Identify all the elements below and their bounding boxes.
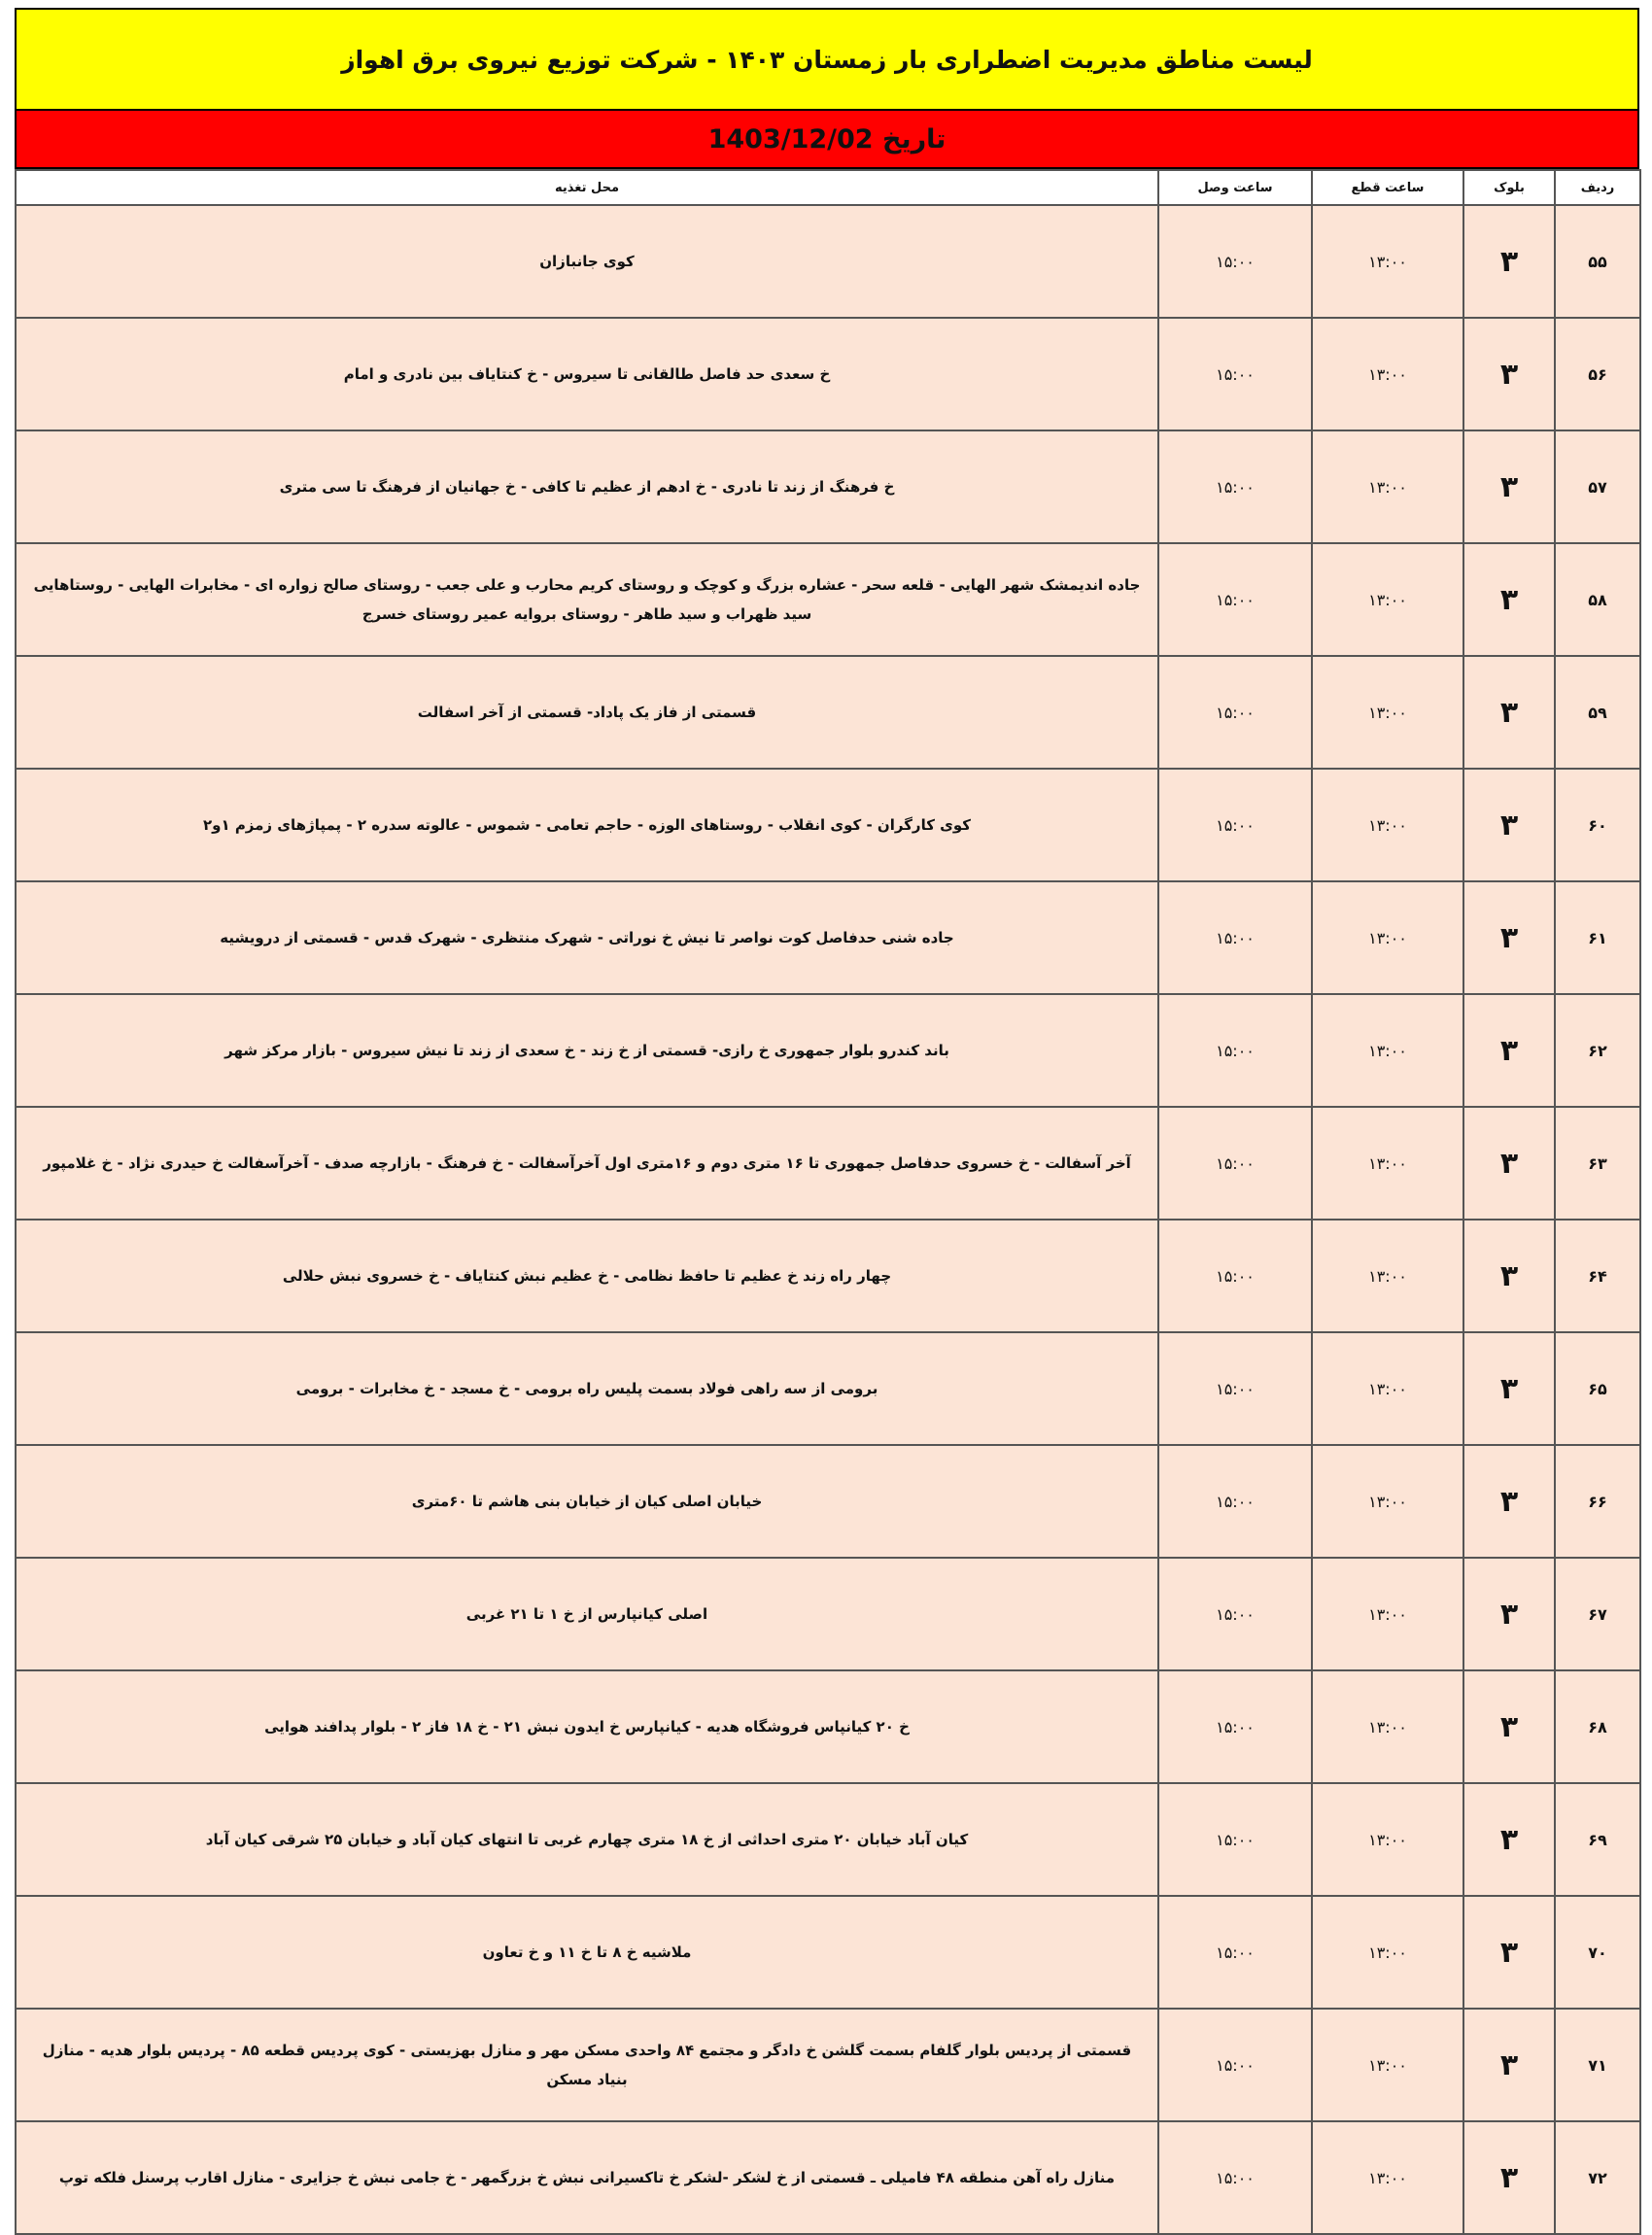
block-cell: ۳ <box>1463 318 1555 430</box>
cut-time-cell: ۱۳:۰۰ <box>1312 1783 1463 1896</box>
cut-time-cell: ۱۳:۰۰ <box>1312 1332 1463 1445</box>
row-number-cell: ۶۷ <box>1555 1558 1640 1670</box>
block-cell: ۳ <box>1463 1332 1555 1445</box>
cut-time-cell: ۱۳:۰۰ <box>1312 994 1463 1107</box>
connect-time-cell: ۱۵:۰۰ <box>1158 1783 1312 1896</box>
connect-time-cell: ۱۵:۰۰ <box>1158 994 1312 1107</box>
table-row <box>16 543 1640 656</box>
block-cell: ۳ <box>1463 656 1555 769</box>
table-row <box>16 1332 1640 1445</box>
block-cell: ۳ <box>1463 543 1555 656</box>
table-row <box>16 2009 1640 2121</box>
row-number-cell: ۵۷ <box>1555 430 1640 543</box>
cut-time-cell: ۱۳:۰۰ <box>1312 430 1463 543</box>
row-number-cell: ۶۳ <box>1555 1107 1640 1220</box>
location-cell: آخر آسفالت - خ خسروی حدفاصل جمهوری تا ۱۶ متری دوم و ۱۶متری اول آخرآسفالت - خ فرهنگ - بازارچه صدف - آخرآسفالت خ حیدری نژاد - خ غلامپور <box>16 1107 1158 1220</box>
row-number-cell: ۶۴ <box>1555 1220 1640 1332</box>
block-cell: ۳ <box>1463 430 1555 543</box>
connect-time-cell: ۱۵:۰۰ <box>1158 769 1312 881</box>
row-number-cell: ۵۵ <box>1555 205 1640 318</box>
block-cell: ۳ <box>1463 881 1555 994</box>
location-cell: جاده اندیمشک شهر الهایی - قلعه سحر - عشاره بزرگ و کوچک و روستای کریم محارب و علی جعب - روستای صالح زواره ای - مخابرات الهایی - روستاهایی سید ظهراب و سید طاهر - روستای بروایه عمیر روستای خسرج <box>16 543 1158 656</box>
cut-time-cell: ۱۳:۰۰ <box>1312 1558 1463 1670</box>
location-cell: اصلی کیانپارس از خ ۱ تا ۲۱ غربی <box>16 1558 1158 1670</box>
location-cell: قسمتی از پردیس بلوار گلفام بسمت گلشن خ دادگر و مجتمع ۸۴ واحدی مسکن مهر و منازل بهزیستی - کوی پردیس قطعه ۸۵ - پردیس بلوار هدیه - منازل بنیاد مسکن <box>16 2009 1158 2121</box>
location-cell: خیابان اصلی کیان از خیابان بنی هاشم تا ۶۰متری <box>16 1445 1158 1558</box>
cut-time-cell: ۱۳:۰۰ <box>1312 1220 1463 1332</box>
cut-time-cell: ۱۳:۰۰ <box>1312 543 1463 656</box>
block-cell: ۳ <box>1463 2009 1555 2121</box>
connect-time-cell: ۱۵:۰۰ <box>1158 881 1312 994</box>
table-row <box>16 318 1640 430</box>
row-number-cell: ۵۹ <box>1555 656 1640 769</box>
connect-time-cell: ۱۵:۰۰ <box>1158 656 1312 769</box>
row-number-cell: ۶۱ <box>1555 881 1640 994</box>
location-cell: کوی کارگران - کوی انقلاب - روستاهای الوزه - حاجم تعامی - شموس - عالوته سدره ۲ - پمپاژهای زمزم ۱و۲ <box>16 769 1158 881</box>
row-number-cell: ۶۲ <box>1555 994 1640 1107</box>
block-cell: ۳ <box>1463 769 1555 881</box>
location-cell: قسمتی از فاز یک پاداد- قسمتی از آخر اسفالت <box>16 656 1158 769</box>
connect-time-cell: ۱۵:۰۰ <box>1158 1896 1312 2009</box>
table-row <box>16 1220 1640 1332</box>
location-cell: باند کندرو بلوار جمهوری خ رازی- قسمتی از خ زند - خ سعدی از زند تا نیش سیروس - بازار مرکز شهر <box>16 994 1158 1107</box>
table-row <box>16 769 1640 881</box>
cut-time-cell: ۱۳:۰۰ <box>1312 1445 1463 1558</box>
table-header-row <box>16 170 1640 205</box>
table-row <box>16 994 1640 1107</box>
block-cell: ۳ <box>1463 1783 1555 1896</box>
table-row <box>16 1558 1640 1670</box>
location-cell: منازل راه آهن منطقه ۴۸ فامیلی ـ قسمتی از خ لشکر -لشکر خ تاکسیرانی نبش خ بزرگمهر - خ جامی نبش خ جزایری - منازل اقارب پرسنل فلکه توپ <box>16 2121 1158 2234</box>
location-cell: کیان آباد خیابان ۲۰ متری احداثی از خ ۱۸ متری چهارم غربی تا انتهای کیان آباد و خیابان ۲۵ شرقی کیان آباد <box>16 1783 1158 1896</box>
location-cell: خ ۲۰ کیانپاس فروشگاه هدیه - کیانپارس خ ایدون نبش ۲۱ - خ ۱۸ فاز ۲ - بلوار پدافند هوایی <box>16 1670 1158 1783</box>
connect-time-cell: ۱۵:۰۰ <box>1158 430 1312 543</box>
table-row <box>16 1783 1640 1896</box>
connect-time-cell: ۱۵:۰۰ <box>1158 1670 1312 1783</box>
cut-time-cell: ۱۳:۰۰ <box>1312 1670 1463 1783</box>
row-number-cell: ۶۶ <box>1555 1445 1640 1558</box>
column-header-cut-time: ساعت قطع <box>1312 170 1463 205</box>
table-row <box>16 430 1640 543</box>
location-cell: چهار راه زند خ عظیم تا حافظ نظامی - خ عظیم نبش کنتایاف - خ خسروی نبش حلالی <box>16 1220 1158 1332</box>
connect-time-cell: ۱۵:۰۰ <box>1158 1558 1312 1670</box>
connect-time-cell: ۱۵:۰۰ <box>1158 318 1312 430</box>
table-body <box>16 205 1640 2234</box>
column-header-row-number: ردیف <box>1555 170 1640 205</box>
connect-time-cell: ۱۵:۰۰ <box>1158 205 1312 318</box>
block-cell: ۳ <box>1463 1896 1555 2009</box>
cut-time-cell: ۱۳:۰۰ <box>1312 205 1463 318</box>
location-cell: خ فرهنگ از زند تا نادری - خ ادهم از عظیم تا کافی - خ جهانیان از فرهنگ تا سی متری <box>16 430 1158 543</box>
block-cell: ۳ <box>1463 205 1555 318</box>
row-number-cell: ۶۵ <box>1555 1332 1640 1445</box>
table-row <box>16 1107 1640 1220</box>
cut-time-cell: ۱۳:۰۰ <box>1312 656 1463 769</box>
cut-time-cell: ۱۳:۰۰ <box>1312 318 1463 430</box>
location-cell: ملاشیه خ ۸ تا خ ۱۱ و خ تعاون <box>16 1896 1158 2009</box>
connect-time-cell: ۱۵:۰۰ <box>1158 1445 1312 1558</box>
connect-time-cell: ۱۵:۰۰ <box>1158 543 1312 656</box>
block-cell: ۳ <box>1463 994 1555 1107</box>
block-cell: ۳ <box>1463 1670 1555 1783</box>
cut-time-cell: ۱۳:۰۰ <box>1312 2121 1463 2234</box>
table-row <box>16 1670 1640 1783</box>
table-row <box>16 656 1640 769</box>
location-cell: کوی جانبازان <box>16 205 1158 318</box>
location-cell: برومی از سه راهی فولاد بسمت پلیس راه برومی - خ مسجد - خ مخابرات - برومی <box>16 1332 1158 1445</box>
block-cell: ۳ <box>1463 1220 1555 1332</box>
location-cell: جاده شنی حدفاصل کوت نواصر تا نیش خ نوراتی - شهرک منتظری - شهرک قدس - قسمتی از درویشیه <box>16 881 1158 994</box>
column-header-location: محل تغذیه <box>16 170 1158 205</box>
row-number-cell: ۷۰ <box>1555 1896 1640 2009</box>
table-row <box>16 1896 1640 2009</box>
row-number-cell: ۵۶ <box>1555 318 1640 430</box>
column-header-connect-time: ساعت وصل <box>1158 170 1312 205</box>
connect-time-cell: ۱۵:۰۰ <box>1158 2121 1312 2234</box>
block-cell: ۳ <box>1463 1445 1555 1558</box>
date-banner: تاریخ 1403/12/02 <box>15 111 1639 169</box>
column-header-block: بلوک <box>1463 170 1555 205</box>
location-cell: خ سعدی حد فاصل طالقانی تا سیروس - خ کنتایاف بین نادری و امام <box>16 318 1158 430</box>
cut-time-cell: ۱۳:۰۰ <box>1312 769 1463 881</box>
table-row <box>16 1445 1640 1558</box>
row-number-cell: ۶۰ <box>1555 769 1640 881</box>
row-number-cell: ۵۸ <box>1555 543 1640 656</box>
page-title: لیست مناطق مدیریت اضطراری بار زمستان ۱۴۰۳ - شرکت توزیع نیروی برق اهواز <box>15 8 1639 111</box>
cut-time-cell: ۱۳:۰۰ <box>1312 881 1463 994</box>
block-cell: ۳ <box>1463 1558 1555 1670</box>
schedule-sheet <box>15 8 1639 2235</box>
block-cell: ۳ <box>1463 2121 1555 2234</box>
table-row <box>16 2121 1640 2234</box>
connect-time-cell: ۱۵:۰۰ <box>1158 2009 1312 2121</box>
connect-time-cell: ۱۵:۰۰ <box>1158 1220 1312 1332</box>
connect-time-cell: ۱۵:۰۰ <box>1158 1107 1312 1220</box>
table-row <box>16 881 1640 994</box>
row-number-cell: ۶۸ <box>1555 1670 1640 1783</box>
row-number-cell: ۶۹ <box>1555 1783 1640 1896</box>
cut-time-cell: ۱۳:۰۰ <box>1312 2009 1463 2121</box>
cut-time-cell: ۱۳:۰۰ <box>1312 1896 1463 2009</box>
outage-table <box>15 169 1641 2235</box>
row-number-cell: ۷۱ <box>1555 2009 1640 2121</box>
table-row <box>16 205 1640 318</box>
block-cell: ۳ <box>1463 1107 1555 1220</box>
connect-time-cell: ۱۵:۰۰ <box>1158 1332 1312 1445</box>
row-number-cell: ۷۲ <box>1555 2121 1640 2234</box>
cut-time-cell: ۱۳:۰۰ <box>1312 1107 1463 1220</box>
